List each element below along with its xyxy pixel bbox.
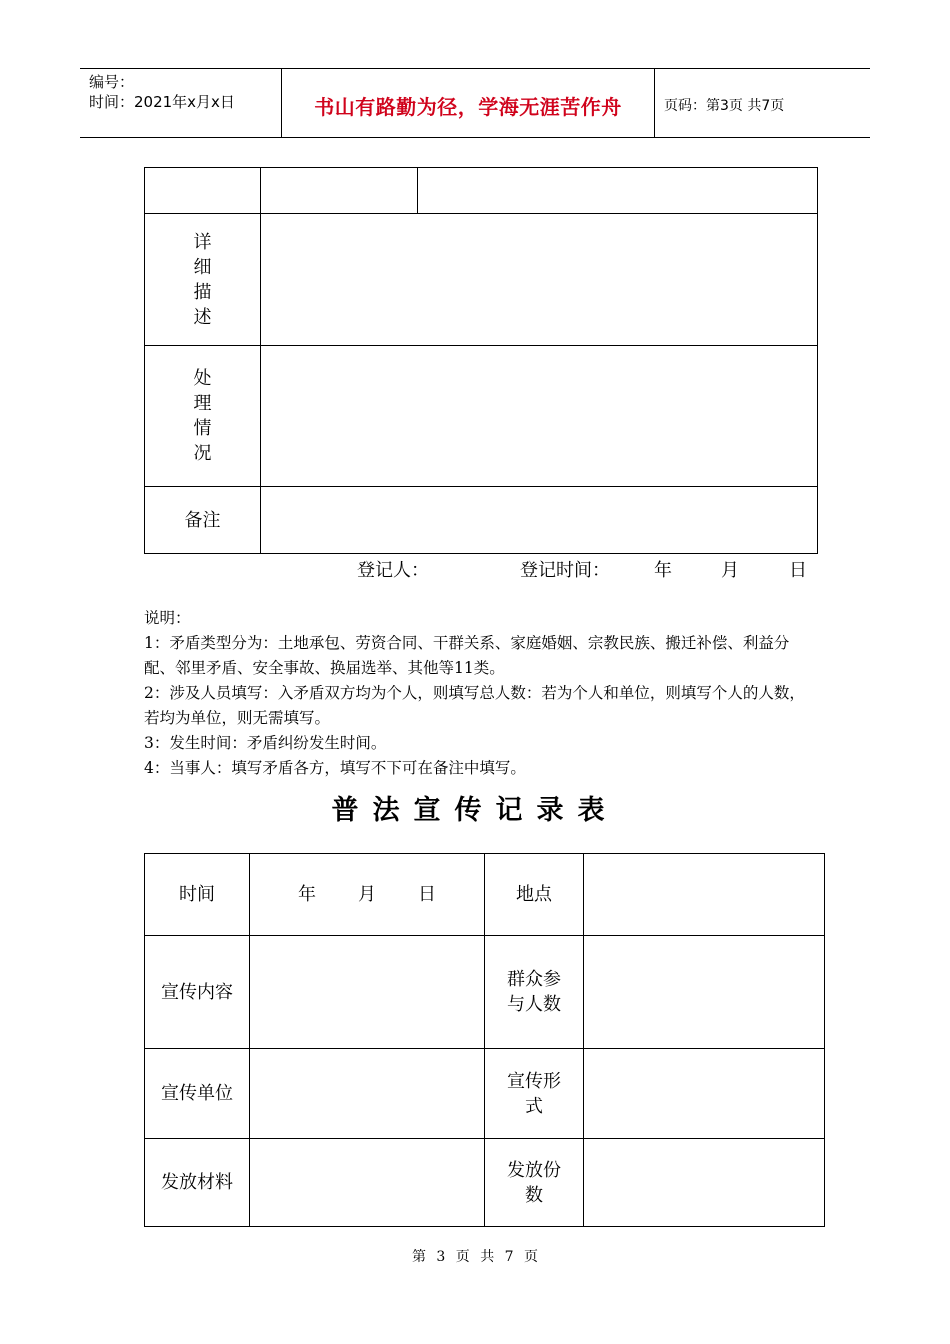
participants-label: 群众参与人数 — [507, 969, 561, 1015]
unit-label-cell — [144, 1048, 249, 1138]
legal-publicity-title: 普法宣传记录表 — [331, 795, 619, 826]
table1-top-cell-1[interactable] — [144, 167, 260, 213]
note-item-1: 1：矛盾类型分为：土地承包、劳资合同、干群关系、家庭婚姻、宗教民族、搬迁补偿、利益分配、邻里矛盾、安全事故、换届选举、其他等11类。 — [144, 634, 790, 677]
header-motto: 书山有路勤为径，学海无涯苦作舟 — [314, 95, 622, 119]
place-input-cell[interactable] — [583, 853, 825, 935]
detail-label-cell — [144, 213, 260, 345]
notes-section — [144, 606, 820, 781]
date-day: 日 — [418, 884, 436, 905]
registration-year: 年 — [654, 560, 672, 581]
participants-label-cell — [484, 935, 583, 1048]
registration-time-label: 登记时间： — [520, 560, 610, 581]
footer-total-pages: 7 — [504, 1249, 514, 1265]
registration-month: 月 — [721, 560, 739, 581]
footer-text-2: 页 — [455, 1249, 470, 1265]
footer-text-3: 共 — [480, 1249, 495, 1265]
content-input-cell[interactable] — [249, 935, 484, 1048]
footer-text-1: 第 — [411, 1249, 426, 1265]
remark-label: 备注 — [184, 509, 221, 531]
materials-label-cell — [144, 1138, 249, 1227]
table1-top-cell-2[interactable] — [260, 167, 417, 213]
note-item-4: 4：当事人：填写矛盾各方，填写不下可在备注中填写。 — [144, 759, 526, 777]
handling-label: 处理情况 — [193, 368, 212, 464]
unit-input-cell[interactable] — [249, 1048, 484, 1138]
copies-label: 发放份数 — [507, 1159, 561, 1206]
remark-input-cell[interactable] — [260, 486, 818, 554]
place-label: 地点 — [516, 884, 552, 905]
header-center-cell — [281, 69, 655, 137]
registrar-label: 登记人： — [357, 560, 429, 581]
note-item-2: 2：涉及人员填写：入矛盾双方均为个人，则填写总人数：若为个人和单位，则填写个人的人数，若均为单位，则无需填写。 — [144, 684, 805, 727]
content-label: 宣传内容 — [161, 981, 233, 1003]
page-footer — [0, 1246, 950, 1266]
table1-top-cell-3[interactable] — [417, 167, 818, 213]
detail-label: 详细描述 — [193, 231, 212, 328]
date-month: 月 — [358, 884, 376, 905]
materials-input-cell[interactable] — [249, 1138, 484, 1227]
remark-label-cell — [144, 486, 260, 554]
form-label: 宣传形式 — [507, 1070, 561, 1117]
time-label-cell — [144, 853, 249, 935]
header-left-cell — [80, 69, 281, 137]
page-header — [80, 68, 870, 138]
place-label-cell — [484, 853, 583, 935]
document-number-label: 编号： — [89, 73, 135, 91]
time-label: 时间 — [179, 884, 215, 905]
date-input-cell[interactable] — [249, 853, 484, 935]
date-year: 年 — [298, 884, 316, 905]
handling-input-cell[interactable] — [260, 345, 818, 486]
note-item-3: 3：发生时间：矛盾纠纷发生时间。 — [144, 734, 387, 752]
form-label-cell — [484, 1048, 583, 1138]
header-page-info: 页码：第3页 共7页 — [664, 98, 785, 114]
unit-label: 宣传单位 — [161, 1083, 233, 1104]
detail-input-cell[interactable] — [260, 213, 818, 345]
content-label-cell — [144, 935, 249, 1048]
document-time-label: 时间：2021年x月x日 — [89, 93, 235, 111]
registration-day: 日 — [789, 560, 807, 581]
form-input-cell[interactable] — [583, 1048, 825, 1138]
footer-text-4: 页 — [524, 1249, 539, 1265]
materials-label: 发放材料 — [161, 1172, 233, 1193]
handling-label-cell — [144, 345, 260, 486]
participants-input-cell[interactable] — [583, 935, 825, 1048]
notes-title: 说明： — [144, 609, 191, 627]
footer-page-number: 3 — [436, 1249, 446, 1265]
copies-label-cell — [484, 1138, 583, 1227]
header-right-cell — [654, 69, 870, 137]
copies-input-cell[interactable] — [583, 1138, 825, 1227]
